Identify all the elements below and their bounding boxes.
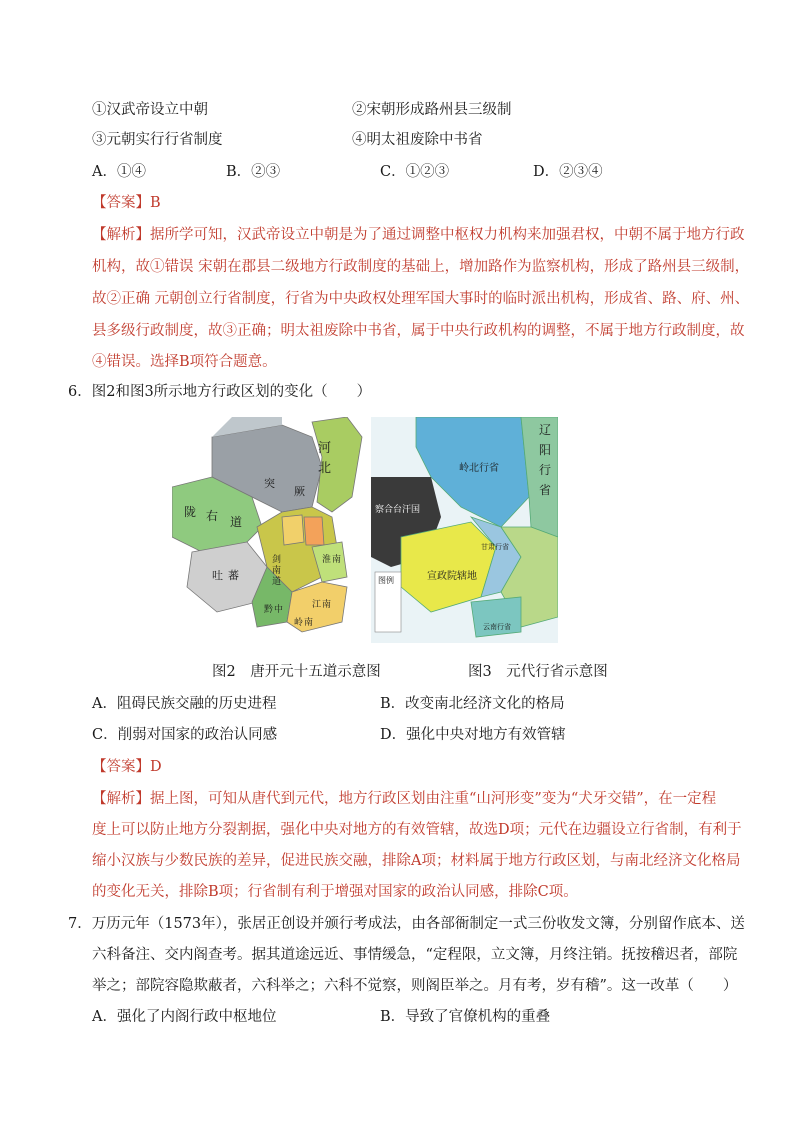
q5-item-3: ③元朝实行行省制度: [92, 132, 223, 148]
q6-answer-tag: 【答案】: [92, 759, 150, 775]
tang-label-3: 突: [264, 477, 275, 490]
yuan-label-7: 宣政院辖地: [427, 571, 477, 582]
tang-label-18: 中: [274, 605, 284, 615]
q7-stem-line-1: 7．万历元年（1573年），张居正创设并颁行考成法，由各部衙制定一式三份收发文簿，分别留作底本、送: [68, 916, 745, 932]
q5-analysis-line-4: 县多级行政制度，故③正确；明太祖废除中书省，属于中央行政机构的调整，不属于地方行政制度，故: [92, 323, 745, 339]
tang-label-6: 右: [206, 509, 219, 523]
q6-option-a: A．阻碍民族交融的历史进程: [92, 696, 277, 712]
q6-analysis-text-1: 据上图，可知从唐代到元代，地方行政区划由注重“山河形变”变为“犬牙交错”，在一定程: [150, 791, 717, 807]
q6-analysis-line-3: 缩小汉族与少数民族的差异，促进民族交融，排除A项；材料属于地方行政区划，与南北经济文化格局: [92, 853, 741, 869]
q5-answer-tag: 【答案】: [92, 195, 150, 211]
q5-item-2: ②宋朝形成路州县三级制: [352, 102, 512, 118]
yuan-label-8: 甘肃行省: [481, 543, 509, 551]
yuan-label-9: 云南行省: [483, 623, 511, 631]
q7-option-a: A．强化了内阁行政中枢地位: [92, 1009, 277, 1025]
q5-item-4: ④明太祖废除中书省: [352, 132, 483, 148]
tang-label-17: 黔: [264, 605, 274, 615]
q6-option-c: C．削弱对国家的政治认同感: [92, 727, 278, 743]
tang-label-2: 北: [318, 461, 332, 476]
q6-option-b: B．改变南北经济文化的格局: [380, 696, 565, 712]
q5-option-c: C．①②③: [380, 164, 450, 180]
map2-caption: 图3 元代行省示意图: [468, 664, 608, 680]
tang-label-10: 剑: [272, 555, 282, 565]
q5-option-b: B．②③: [226, 164, 281, 180]
q6-analysis-line-4: 的变化无关，排除B项；行省制有利于增强对国家的政治认同感，排除C项。: [92, 884, 578, 900]
q6-option-d: D．强化中央对地方有效管辖: [380, 727, 566, 743]
tang-map: [172, 417, 368, 643]
yuan-map: [371, 417, 558, 643]
tang-label-4: 厥: [294, 485, 305, 498]
q5-answer-value: B: [150, 195, 161, 211]
tang-label-16: 南: [322, 600, 332, 610]
q6-stem: 6．图2和图3所示地方行政区划的变化（ ）: [68, 384, 372, 400]
q6-answer: [92, 757, 162, 777]
q5-item-1: ①汉武帝设立中朝: [92, 102, 208, 118]
q5-option-d: D．②③④: [533, 164, 603, 180]
yuan-label-1: 辽: [539, 423, 552, 437]
tang-label-5: 陇: [184, 505, 197, 519]
tang-label-11: 南: [272, 566, 282, 576]
q5-analysis-line-1: [92, 225, 745, 245]
yuan-map-graphic: [371, 417, 558, 643]
map1-caption: 图2 唐开元十五道示意图: [212, 664, 381, 680]
q5-analysis-line-2: 机构，故①错误 宋朝在郡县二级地方行政制度的基础上，增加路作为监察机构，形成了路州县三级制，: [92, 259, 750, 275]
yuan-label-4: 省: [539, 483, 552, 497]
tang-label-1: 河: [318, 441, 332, 456]
q7-stem-line-3: 举之；部院容隐欺蔽者，六科举之；六科不觉察，则阁臣举之。月有考，岁有稽”。这一改革（ ）: [92, 978, 738, 994]
tang-label-9: 蕃: [228, 569, 239, 582]
yuan-label-5: 岭北行省: [459, 463, 499, 474]
tang-label-13: 淮: [322, 555, 332, 565]
tang-label-8: 吐: [212, 569, 223, 582]
yuan-legend-label: 图例: [378, 576, 394, 585]
tang-label-12: 道: [272, 577, 282, 587]
tang-label-19: 岭: [294, 618, 304, 628]
q6-answer-value: D: [150, 759, 162, 775]
yuan-label-6: 察合台汗国: [375, 505, 421, 515]
tang-label-14: 南: [332, 555, 342, 565]
yuan-label-3: 行: [539, 463, 552, 477]
tang-label-7: 道: [230, 515, 243, 529]
q5-analysis-text-1: 据所学可知，汉武帝设立中朝是为了通过调整中枢权力机构来加强君权，中朝不属于地方行政: [150, 227, 745, 243]
q6-analysis-line-2: 度上可以防止地方分裂割据，强化中央对地方的有效管辖，故选D项；元代在边疆设立行省制，有利于: [92, 822, 742, 838]
q6-analysis-tag: 【解析】: [92, 791, 150, 807]
q5-analysis-tag: 【解析】: [92, 227, 150, 243]
q5-analysis-line-3: 故②正确 元朝创立行省制度，行省为中央政权处理军国大事时的临时派出机构，形成省、路、府、州、: [92, 291, 750, 307]
q6-analysis-line-1: [92, 789, 716, 809]
q7-stem-line-2: 六科备注、交内阁查考。据其道途远近、事情缓急，“定程限，立文簿，月终注销。抚按稽迟者，部院: [92, 947, 738, 963]
tang-label-20: 南: [304, 618, 314, 628]
q5-analysis-line-5: ④错误。选择B项符合题意。: [92, 354, 277, 370]
q7-option-b: B．导致了官僚机构的重叠: [380, 1009, 551, 1025]
tang-label-15: 江: [312, 600, 322, 610]
q5-answer: [92, 193, 161, 213]
yuan-label-2: 阳: [539, 443, 552, 457]
q5-option-a: A．①④: [92, 164, 146, 180]
